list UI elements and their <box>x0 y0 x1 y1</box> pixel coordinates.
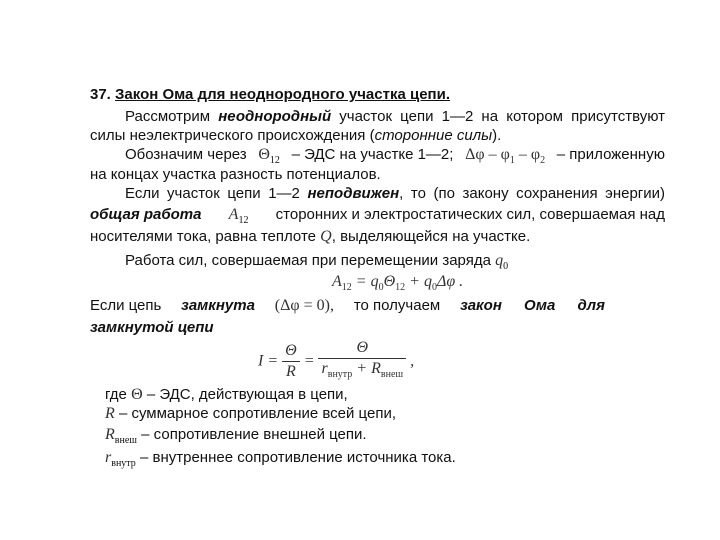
paragraph-2-line-2: на концах участка разность потенциалов. <box>90 166 381 183</box>
math: + q <box>405 273 432 290</box>
text: где <box>105 386 127 403</box>
paragraph-3-line-2 <box>90 206 665 230</box>
text: участок цепи 1—2 на котором присутствуют <box>339 108 665 125</box>
math: A <box>228 206 239 223</box>
text: – ЭДС на участке 1—2; <box>291 146 454 163</box>
emphasis: неоднородный <box>218 108 332 125</box>
math: Θ <box>383 273 396 290</box>
subscript: 0 <box>431 282 437 294</box>
math: Θ <box>131 386 143 403</box>
text: Обозначим через <box>125 146 247 163</box>
numerator: Θ <box>282 341 300 362</box>
text: то получаем <box>353 297 441 314</box>
paragraph-5-line-2: замкнутой цепи <box>90 319 214 336</box>
emphasis: общая работа <box>90 206 202 223</box>
math: R <box>105 405 115 422</box>
math: r <box>105 449 112 466</box>
text: сторонних и электростатических сил, совершаемая над <box>275 206 665 223</box>
text: – внутреннее сопротивление источника тока. <box>139 449 456 466</box>
text: – приложенную <box>556 146 665 163</box>
math: q <box>495 252 504 269</box>
subscript: 0 <box>503 261 509 272</box>
math: Δφ . <box>436 273 464 290</box>
definition-internal-resistance <box>105 449 456 473</box>
subscript: внутр <box>111 458 136 469</box>
text: Работа сил, совершаемая при перемещении заряда <box>125 252 491 269</box>
text: Если участок цепи 1—2 <box>125 185 300 202</box>
emphasis: сторонние силы <box>374 127 493 144</box>
subscript: 12 <box>238 215 249 226</box>
fraction-1 <box>282 341 300 382</box>
subscript: 12 <box>395 282 406 294</box>
fraction-2 <box>318 338 406 385</box>
math: I = <box>258 352 279 370</box>
text: ). <box>492 127 502 144</box>
section-number: 37. <box>90 86 111 103</box>
math: r <box>321 360 328 377</box>
math: A <box>332 273 342 290</box>
definition-total-resistance <box>105 405 396 423</box>
section-heading: Закон Ома для неоднородного участка цепи. <box>115 86 450 103</box>
text: – сопротивление внешней цепи. <box>141 426 367 443</box>
emphasis: неподвижен <box>307 185 400 202</box>
numerator: Θ <box>318 338 406 359</box>
paragraph-1-line-1 <box>125 108 665 126</box>
paragraph-5-line-1 <box>90 297 605 315</box>
math: Q <box>320 228 332 245</box>
subscript: 12 <box>341 282 352 294</box>
text: – суммарное сопротивление всей цепи, <box>118 405 396 422</box>
math: , <box>410 352 415 370</box>
subscript: 0 <box>378 282 384 294</box>
subscript: внутр <box>327 369 353 381</box>
denominator: R <box>286 363 296 381</box>
section-title <box>90 86 450 104</box>
subscript: 1 <box>509 155 515 167</box>
text: – ЭДС, действующая в цепи, <box>146 386 348 403</box>
emf-symbol: Θ <box>258 146 270 163</box>
math: (Δφ = 0), <box>274 297 334 314</box>
paragraph-1-line-2 <box>90 127 501 145</box>
emphasis: закон Ома для <box>460 297 605 314</box>
paragraph-3-line-1 <box>125 185 665 203</box>
math: = q <box>351 273 379 290</box>
subscript: внеш <box>380 369 404 381</box>
math: + R <box>352 360 381 377</box>
subscript: внеш <box>114 435 137 446</box>
emphasis: замкнута <box>181 297 255 314</box>
subscript: 2 <box>540 155 546 167</box>
text: носителями тока, равна теплоте <box>90 228 316 245</box>
definition-emf <box>105 386 348 404</box>
text: Если цепь <box>90 297 162 314</box>
subscript: 12 <box>269 155 280 166</box>
text: , то (по закону сохранения энергии) <box>399 185 666 202</box>
math: – φ <box>514 146 541 163</box>
paragraph-3-line-3 <box>90 228 530 246</box>
math: = <box>303 352 315 370</box>
ohm-law-formula <box>258 338 414 385</box>
math: Δφ – φ <box>465 146 510 163</box>
definition-external-resistance <box>105 426 367 450</box>
text: Рассмотрим <box>125 108 211 125</box>
text: , выделяющейся на участке. <box>331 228 531 245</box>
work-formula <box>332 273 463 297</box>
math: R <box>105 426 115 443</box>
text: силы неэлектрического происхождения ( <box>90 127 375 144</box>
